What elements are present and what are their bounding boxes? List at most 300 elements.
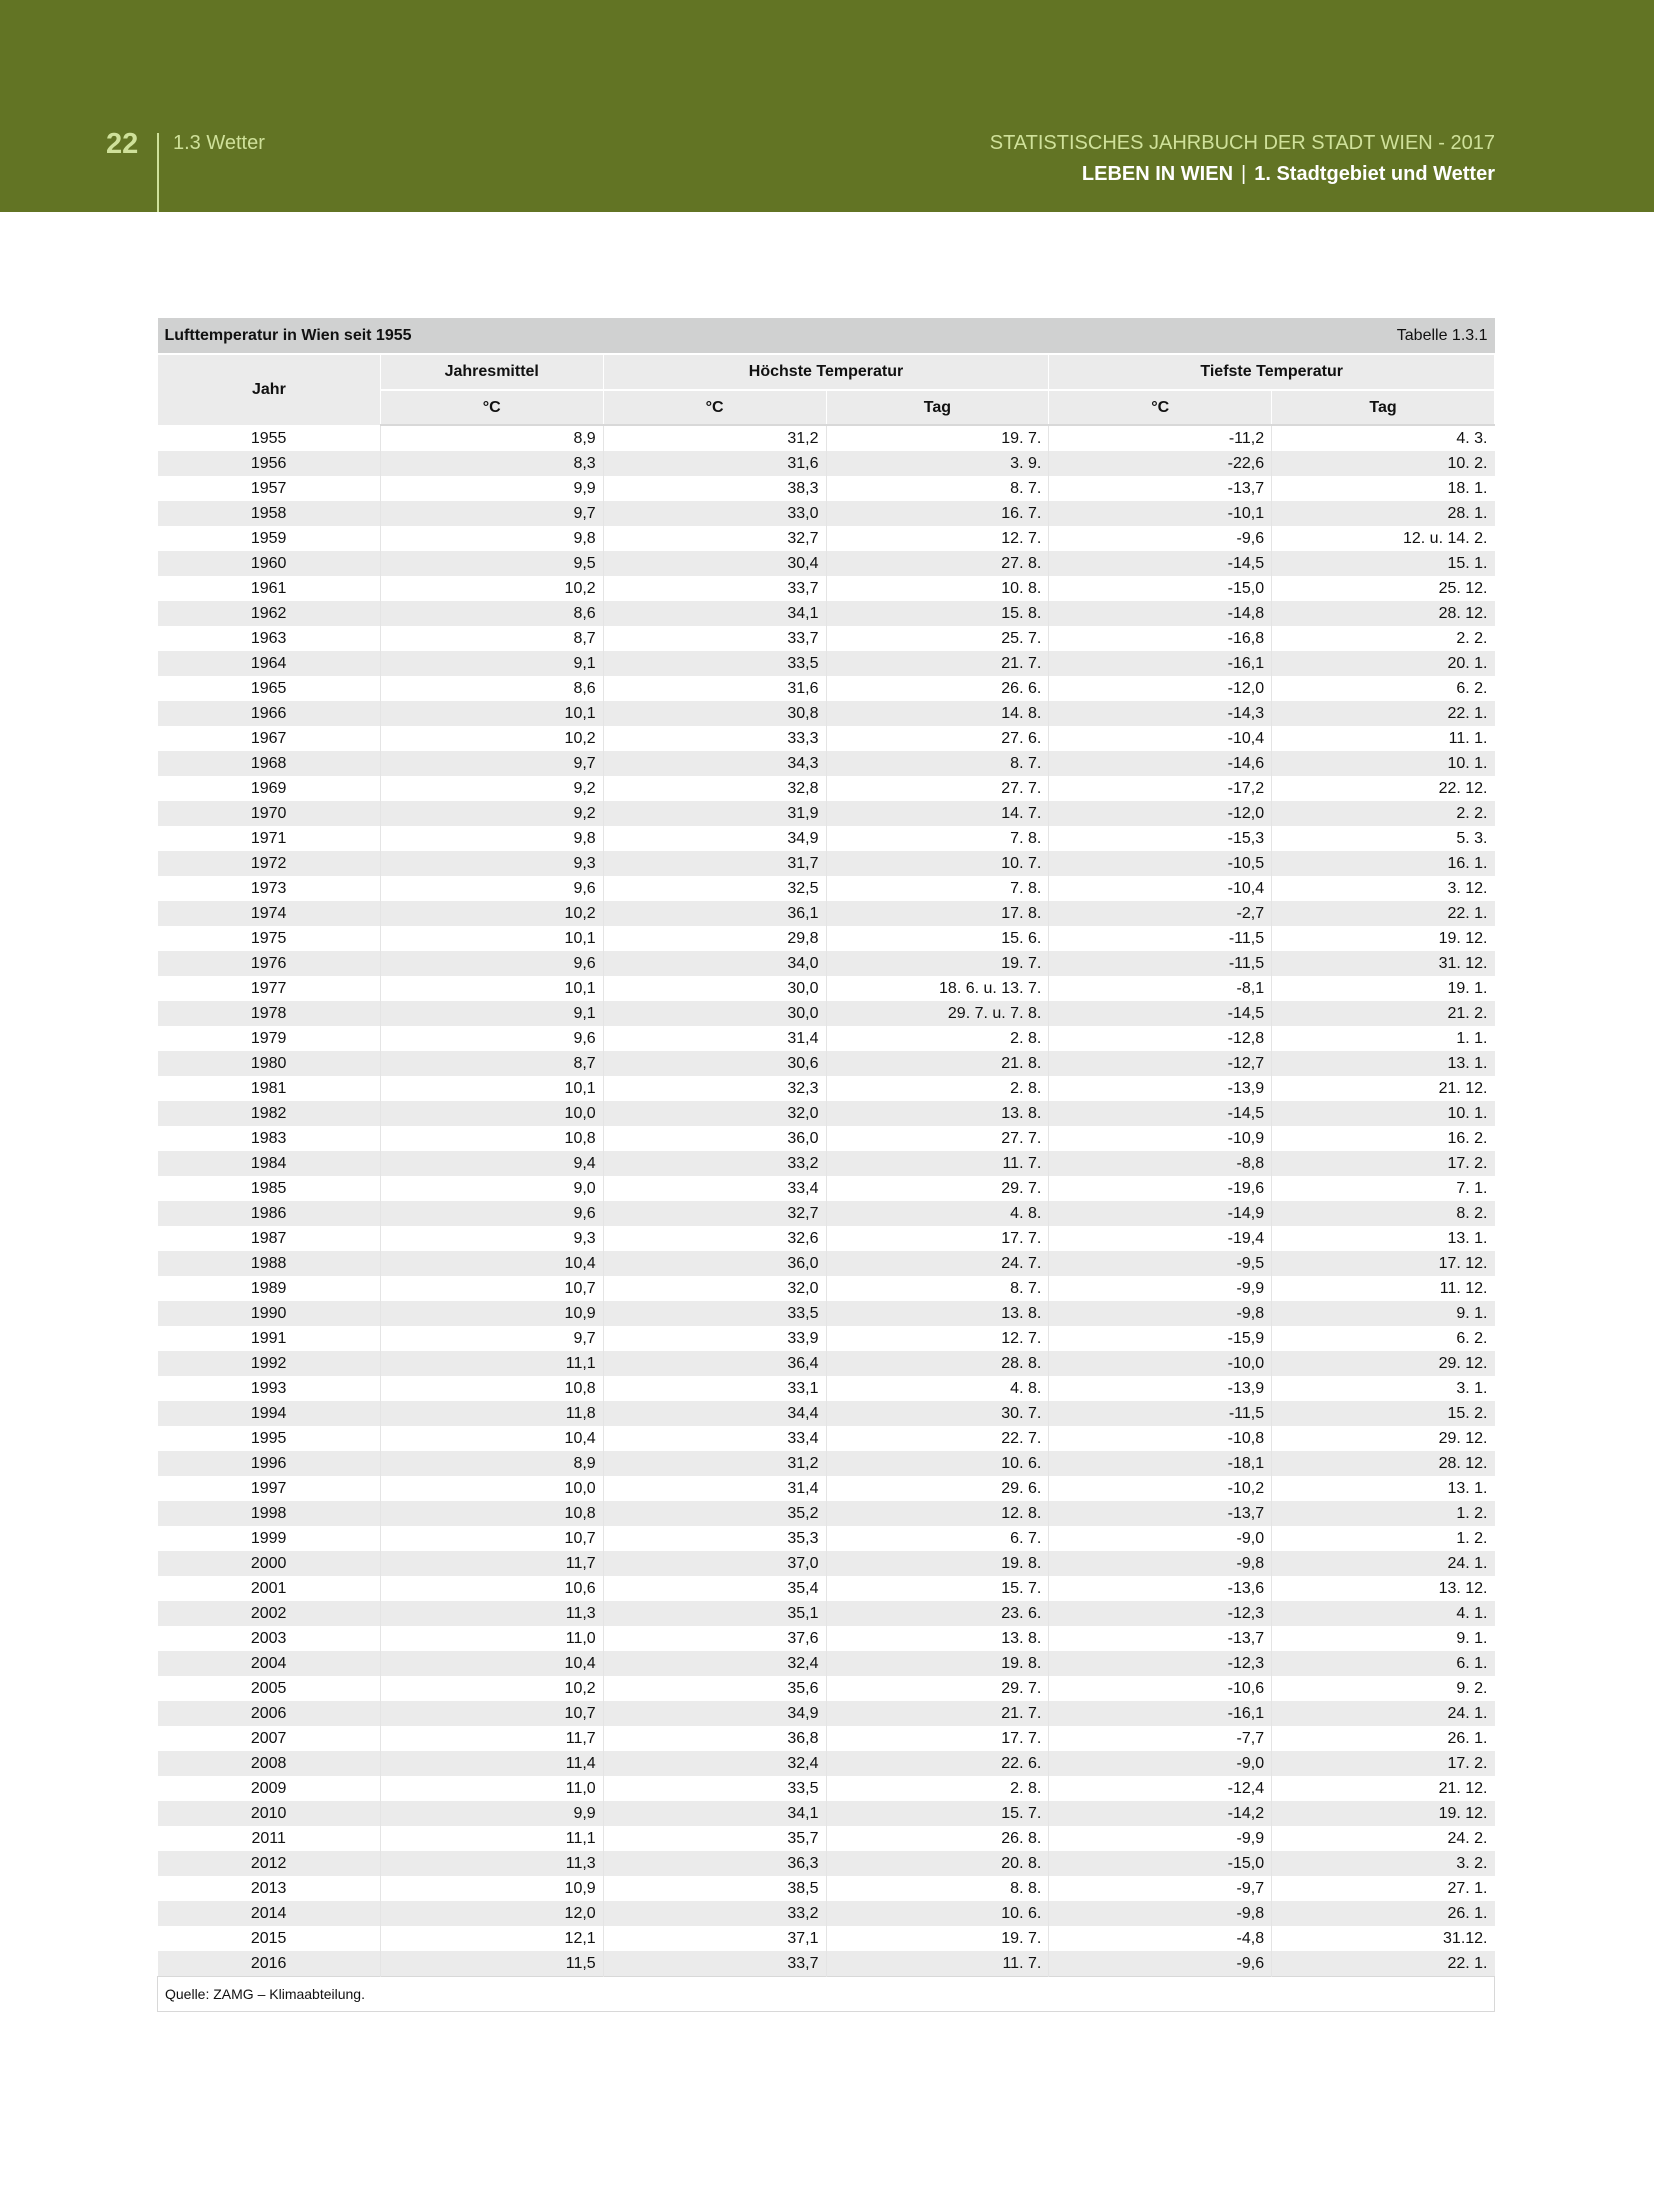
cell-annual-mean: 11,7	[380, 1551, 603, 1576]
cell-min-temp: -22,6	[1049, 451, 1272, 476]
cell-min-temp: -15,0	[1049, 576, 1272, 601]
cell-max-day: 17. 7.	[826, 1726, 1049, 1751]
cell-annual-mean: 10,9	[380, 1876, 603, 1901]
cell-annual-mean: 10,0	[380, 1476, 603, 1501]
table-row	[158, 1076, 1495, 1101]
cell-year: 1986	[158, 1201, 381, 1226]
table-row	[158, 1101, 1495, 1126]
header-divider	[157, 133, 159, 212]
table-title-row	[158, 318, 1495, 354]
cell-year: 1998	[158, 1501, 381, 1526]
cell-min-day: 8. 2.	[1272, 1201, 1495, 1226]
cell-min-temp: -9,0	[1049, 1751, 1272, 1776]
cell-max-day: 26. 8.	[826, 1826, 1049, 1851]
cell-annual-mean: 9,6	[380, 951, 603, 976]
table-row	[158, 1476, 1495, 1501]
cell-annual-mean: 8,7	[380, 1051, 603, 1076]
cell-max-temp: 36,8	[603, 1726, 826, 1751]
source-note: Quelle: ZAMG – Klimaabteilung.	[158, 1977, 1495, 2012]
cell-min-temp: -13,7	[1049, 1626, 1272, 1651]
cell-min-temp: -11,5	[1049, 926, 1272, 951]
cell-max-temp: 34,9	[603, 826, 826, 851]
cell-min-temp: -11,5	[1049, 951, 1272, 976]
cell-min-temp: -8,1	[1049, 976, 1272, 1001]
cell-annual-mean: 10,8	[380, 1376, 603, 1401]
cell-min-temp: -9,9	[1049, 1826, 1272, 1851]
cell-min-day: 1. 2.	[1456, 1530, 1488, 1547]
cell-max-day: 15. 6.	[826, 926, 1049, 951]
table-row	[158, 1276, 1495, 1301]
cell-max-day: 29. 6.	[826, 1476, 1049, 1501]
cell-max-day: 4. 8.	[826, 1376, 1049, 1401]
header-max-temp: Höchste Temperatur	[603, 354, 1049, 390]
cell-min-temp: -14,5	[1049, 1101, 1272, 1126]
cell-max-temp: 30,4	[603, 551, 826, 576]
cell-year: 1960	[158, 551, 381, 576]
cell-min-day: 19. 12.	[1272, 1801, 1495, 1826]
cell-year: 1977	[158, 976, 381, 1001]
cell-year: 1985	[158, 1176, 381, 1201]
cell-min-temp: -12,3	[1049, 1601, 1272, 1626]
cell-max-day: 8. 7.	[826, 1276, 1049, 1301]
cell-min-day: 3. 2.	[1272, 1851, 1495, 1876]
cell-min-day: 24. 2.	[1447, 1830, 1488, 1847]
cell-year: 1993	[158, 1376, 381, 1401]
table-row	[158, 826, 1495, 851]
cell-annual-mean: 10,2	[380, 576, 603, 601]
cell-max-temp: 30,0	[603, 1001, 826, 1026]
cell-max-temp: 34,1	[603, 1801, 826, 1826]
cell-min-day: 28. 12.	[1272, 601, 1495, 626]
cell-annual-mean: 10,7	[380, 1526, 603, 1551]
cell-max-temp: 32,4	[603, 1651, 826, 1676]
cell-max-temp: 33,9	[603, 1326, 826, 1351]
cell-max-day: 12. 7.	[826, 526, 1049, 551]
cell-max-day: 18. 6. u. 13. 7.	[826, 976, 1049, 1001]
publication-title: STATISTISCHES JAHRBUCH DER STADT WIEN - 2017	[989, 132, 1495, 154]
table-row	[158, 1601, 1495, 1626]
table-row	[158, 1576, 1495, 1601]
cell-max-temp: 33,5	[603, 651, 826, 676]
cell-max-day: 21. 7.	[826, 1701, 1049, 1726]
cell-annual-mean: 10,7	[380, 1701, 603, 1726]
cell-annual-mean: 10,1	[380, 976, 603, 1001]
cell-annual-mean: 11,1	[380, 1826, 603, 1851]
cell-annual-mean: 10,2	[380, 726, 603, 751]
cell-min-day: 22. 1.	[1272, 1951, 1495, 1977]
table-row	[158, 1951, 1495, 1977]
cell-year: 1983	[158, 1126, 381, 1151]
table-row	[158, 1901, 1495, 1926]
cell-max-day: 3. 9.	[826, 451, 1049, 476]
cell-max-day: 17. 7.	[826, 1226, 1049, 1251]
cell-min-day: 7. 1.	[1456, 1180, 1488, 1197]
cell-annual-mean: 9,7	[380, 751, 603, 776]
cell-max-day: 8. 7.	[826, 476, 1049, 501]
cell-max-temp: 31,7	[603, 851, 826, 876]
table-row	[158, 1226, 1495, 1251]
cell-annual-mean: 8,6	[380, 601, 603, 626]
cell-min-day: 13. 1.	[1447, 1230, 1488, 1247]
table-row	[158, 1626, 1495, 1651]
cell-min-temp: -16,1	[1049, 1701, 1272, 1726]
cell-max-temp: 38,5	[603, 1876, 826, 1901]
cell-year: 2015	[158, 1926, 381, 1951]
cell-min-temp: -18,1	[1049, 1451, 1272, 1476]
cell-year: 1971	[158, 826, 381, 851]
table-row	[158, 651, 1495, 676]
cell-max-day: 4. 8.	[826, 1201, 1049, 1226]
cell-min-temp: -13,7	[1049, 476, 1272, 501]
cell-year: 2008	[158, 1751, 381, 1776]
cell-year: 1981	[158, 1076, 381, 1101]
header-unit-min: °C	[1049, 390, 1272, 425]
cell-annual-mean: 8,9	[380, 1451, 603, 1476]
cell-year: 2005	[158, 1676, 381, 1701]
table-id: Tabelle 1.3.1	[826, 318, 1495, 354]
table-row	[158, 1776, 1495, 1801]
table-row	[158, 1401, 1495, 1426]
table-row	[158, 1876, 1495, 1901]
cell-max-day: 10. 6.	[826, 1451, 1049, 1476]
cell-min-day: 3. 1.	[1456, 1380, 1488, 1397]
cell-max-day: 29. 7.	[826, 1176, 1049, 1201]
cell-min-temp: -12,4	[1049, 1776, 1272, 1801]
cell-min-day: 1. 2.	[1272, 1501, 1495, 1526]
cell-min-day: 22. 1.	[1272, 901, 1495, 926]
cell-min-temp: -9,9	[1049, 1276, 1272, 1301]
table-row	[158, 1151, 1495, 1176]
cell-max-temp: 33,7	[603, 626, 826, 651]
cell-max-day: 12. 7.	[826, 1326, 1049, 1351]
cell-max-temp: 32,7	[603, 526, 826, 551]
cell-max-temp: 33,7	[603, 1951, 826, 1977]
cell-max-temp: 37,1	[603, 1926, 826, 1951]
cell-min-day: 31. 12.	[1272, 951, 1495, 976]
cell-max-temp: 33,5	[603, 1776, 826, 1801]
cell-min-temp: -15,0	[1049, 1851, 1272, 1876]
header-unit-max: °C	[603, 390, 826, 425]
cell-annual-mean: 10,2	[380, 1676, 603, 1701]
cell-year: 1979	[158, 1026, 381, 1051]
cell-min-temp: -14,2	[1049, 1801, 1272, 1826]
cell-max-day: 25. 7.	[826, 626, 1049, 651]
cell-min-temp: -9,5	[1049, 1251, 1272, 1276]
cell-max-temp: 35,4	[603, 1576, 826, 1601]
cell-min-day: 29. 12.	[1438, 1430, 1488, 1447]
cell-min-temp: -11,2	[1049, 425, 1272, 451]
cell-annual-mean: 9,8	[380, 826, 603, 851]
table-row	[158, 1026, 1495, 1051]
cell-annual-mean: 10,6	[380, 1576, 603, 1601]
cell-max-temp: 34,9	[603, 1701, 826, 1726]
table-row	[158, 676, 1495, 701]
cell-min-temp: -13,6	[1049, 1576, 1272, 1601]
cell-year: 1964	[158, 651, 381, 676]
cell-max-temp: 36,4	[603, 1351, 826, 1376]
cell-max-day: 27. 6.	[826, 726, 1049, 751]
cell-min-temp: -12,8	[1049, 1026, 1272, 1051]
cell-annual-mean: 11,1	[380, 1351, 603, 1376]
header-year: Jahr	[158, 354, 381, 425]
cell-min-day: 18. 1.	[1447, 480, 1488, 497]
cell-min-day: 22. 12.	[1438, 780, 1488, 797]
cell-max-day: 10. 7.	[826, 851, 1049, 876]
cell-annual-mean: 9,3	[380, 851, 603, 876]
table-row	[158, 901, 1495, 926]
cell-year: 1961	[158, 576, 381, 601]
cell-max-temp: 33,5	[603, 1301, 826, 1326]
cell-min-day: 9. 1.	[1272, 1301, 1495, 1326]
cell-max-day: 19. 8.	[826, 1651, 1049, 1676]
cell-max-day: 29. 7.	[826, 1676, 1049, 1701]
table-row	[158, 1051, 1495, 1076]
table-row	[158, 601, 1495, 626]
cell-year: 1963	[158, 626, 381, 651]
cell-max-temp: 34,4	[603, 1401, 826, 1426]
cell-year: 1959	[158, 526, 381, 551]
cell-min-day: 19. 1.	[1447, 980, 1488, 997]
cell-min-temp: -10,0	[1049, 1351, 1272, 1376]
cell-annual-mean: 10,7	[380, 1276, 603, 1301]
cell-min-temp: -10,4	[1049, 876, 1272, 901]
cell-max-day: 11. 7.	[826, 1951, 1049, 1977]
table-row	[158, 726, 1495, 751]
cell-max-day: 15. 7.	[826, 1801, 1049, 1826]
cell-max-day: 30. 7.	[826, 1401, 1049, 1426]
cell-min-day: 10. 1.	[1272, 1101, 1495, 1126]
cell-min-day: 13. 12.	[1438, 1580, 1488, 1597]
cell-max-day: 19. 7.	[826, 1926, 1049, 1951]
cell-max-day: 15. 7.	[826, 1576, 1049, 1601]
cell-max-temp: 33,4	[603, 1176, 826, 1201]
table-row	[158, 1251, 1495, 1276]
cell-annual-mean: 10,4	[380, 1651, 603, 1676]
cell-year: 1957	[158, 476, 381, 501]
cell-max-day: 13. 8.	[826, 1101, 1049, 1126]
cell-year: 1992	[158, 1351, 381, 1376]
cell-max-day: 23. 6.	[826, 1601, 1049, 1626]
cell-min-temp: -9,8	[1049, 1301, 1272, 1326]
cell-max-temp: 36,1	[603, 901, 826, 926]
cell-min-temp: -10,5	[1049, 851, 1272, 876]
header-day-max: Tag	[826, 390, 1049, 425]
table-row	[158, 801, 1495, 826]
cell-annual-mean: 9,7	[380, 501, 603, 526]
cell-annual-mean: 9,1	[380, 651, 603, 676]
cell-min-temp: -16,1	[1049, 651, 1272, 676]
cell-max-temp: 33,7	[603, 576, 826, 601]
table-row	[158, 1501, 1495, 1526]
cell-min-day: 21. 2.	[1272, 1001, 1495, 1026]
table-row	[158, 1926, 1495, 1951]
cell-min-day: 2. 2.	[1456, 630, 1488, 647]
cell-max-day: 19. 8.	[826, 1551, 1049, 1576]
cell-max-day: 15. 8.	[826, 601, 1049, 626]
cell-min-day: 9. 2.	[1456, 1680, 1488, 1697]
cell-annual-mean: 11,3	[380, 1601, 603, 1626]
cell-min-day: 6. 2.	[1456, 680, 1488, 697]
cell-annual-mean: 9,2	[380, 776, 603, 801]
cell-min-day: 11. 12.	[1439, 1280, 1488, 1297]
cell-max-day: 13. 8.	[826, 1301, 1049, 1326]
table-row	[158, 1451, 1495, 1476]
cell-annual-mean: 11,0	[380, 1776, 603, 1801]
table-row	[158, 1676, 1495, 1701]
cell-min-temp: -10,1	[1049, 501, 1272, 526]
cell-max-day: 10. 8.	[826, 576, 1049, 601]
cell-min-temp: -14,8	[1049, 601, 1272, 626]
table-row	[158, 551, 1495, 576]
table-row	[158, 626, 1495, 651]
cell-year: 2007	[158, 1726, 381, 1751]
table-row	[158, 1801, 1495, 1826]
cell-min-day: 26. 1.	[1272, 1901, 1495, 1926]
cell-annual-mean: 9,5	[380, 551, 603, 576]
header-min-temp: Tiefste Temperatur	[1049, 354, 1495, 390]
cell-min-temp: -14,9	[1049, 1201, 1272, 1226]
cell-max-temp: 31,4	[603, 1026, 826, 1051]
cell-annual-mean: 10,0	[380, 1101, 603, 1126]
cell-annual-mean: 10,4	[380, 1251, 603, 1276]
temperature-table	[157, 318, 1495, 2012]
table-row	[158, 451, 1495, 476]
cell-min-day: 21. 12.	[1438, 1780, 1488, 1797]
cell-year: 1984	[158, 1151, 381, 1176]
table-row	[158, 851, 1495, 876]
cell-annual-mean: 9,8	[380, 526, 603, 551]
cell-annual-mean: 9,9	[380, 1801, 603, 1826]
cell-min-day: 11. 1.	[1448, 730, 1488, 747]
header-unit-mean: °C	[380, 390, 603, 425]
table-row	[158, 1526, 1495, 1551]
table-row	[158, 1751, 1495, 1776]
cell-min-day: 10. 1.	[1272, 751, 1495, 776]
cell-annual-mean: 10,9	[380, 1301, 603, 1326]
cell-max-temp: 30,8	[603, 701, 826, 726]
cell-min-day: 1. 1.	[1456, 1030, 1488, 1047]
cell-year: 1978	[158, 1001, 381, 1026]
cell-min-day: 16. 2.	[1447, 1130, 1488, 1147]
cell-min-day: 24. 1.	[1272, 1551, 1495, 1576]
cell-min-day: 31.12.	[1443, 1930, 1488, 1947]
cell-min-temp: -12,0	[1049, 801, 1272, 826]
cell-max-day: 24. 7.	[826, 1251, 1049, 1276]
cell-max-day: 27. 7.	[826, 776, 1049, 801]
cell-max-day: 6. 7.	[826, 1526, 1049, 1551]
cell-max-day: 14. 7.	[826, 801, 1049, 826]
cell-max-temp: 34,1	[603, 601, 826, 626]
cell-min-temp: -16,8	[1049, 626, 1272, 651]
cell-min-day: 17. 12.	[1272, 1251, 1495, 1276]
cell-max-day: 11. 7.	[826, 1151, 1049, 1176]
cell-min-temp: -10,2	[1049, 1476, 1272, 1501]
cell-max-day: 29. 7. u. 7. 8.	[826, 1001, 1049, 1026]
cell-year: 1969	[158, 776, 381, 801]
cell-year: 1962	[158, 601, 381, 626]
cell-min-temp: -14,5	[1049, 551, 1272, 576]
cell-min-day: 29. 12.	[1272, 1351, 1495, 1376]
cell-min-day: 24. 1.	[1272, 1701, 1495, 1726]
cell-min-temp: -9,7	[1049, 1876, 1272, 1901]
table-row	[158, 1701, 1495, 1726]
cell-max-temp: 32,7	[603, 1201, 826, 1226]
cell-year: 1996	[158, 1451, 381, 1476]
cell-year: 2004	[158, 1651, 381, 1676]
cell-annual-mean: 9,2	[380, 801, 603, 826]
table-title: Lufttemperatur in Wien seit 1955	[158, 318, 827, 354]
cell-min-day: 2. 2.	[1272, 801, 1495, 826]
cell-min-day: 17. 2.	[1272, 1751, 1495, 1776]
cell-max-temp: 35,7	[603, 1826, 826, 1851]
cell-year: 2014	[158, 1901, 381, 1926]
cell-max-day: 2. 8.	[826, 1026, 1049, 1051]
cell-year: 1994	[158, 1401, 381, 1426]
chapter-separator: |	[1241, 163, 1247, 185]
cell-max-temp: 35,3	[603, 1526, 826, 1551]
cell-min-temp: -7,7	[1049, 1726, 1272, 1751]
table-row	[158, 1826, 1495, 1851]
cell-min-temp: -15,9	[1049, 1326, 1272, 1351]
cell-max-day: 14. 8.	[826, 701, 1049, 726]
cell-max-temp: 35,6	[603, 1676, 826, 1701]
cell-year: 1965	[158, 676, 381, 701]
cell-max-day: 7. 8.	[826, 826, 1049, 851]
cell-annual-mean: 10,1	[380, 1076, 603, 1101]
cell-annual-mean: 11,0	[380, 1626, 603, 1651]
cell-min-day: 10. 2.	[1272, 451, 1495, 476]
cell-annual-mean: 10,8	[380, 1501, 603, 1526]
header-annual-mean: Jahresmittel	[380, 354, 603, 390]
table-row	[158, 876, 1495, 901]
cell-min-temp: -14,6	[1049, 751, 1272, 776]
cell-max-day: 12. 8.	[826, 1501, 1049, 1526]
header-row-1	[158, 354, 1495, 390]
cell-year: 2011	[158, 1826, 381, 1851]
table-row	[158, 526, 1495, 551]
cell-year: 1999	[158, 1526, 381, 1551]
cell-year: 1972	[158, 851, 381, 876]
cell-min-day: 15. 1.	[1272, 551, 1495, 576]
cell-min-day: 15. 2.	[1272, 1401, 1495, 1426]
cell-max-day: 19. 7.	[826, 951, 1049, 976]
cell-max-temp: 31,2	[603, 425, 826, 451]
cell-max-day: 17. 8.	[826, 901, 1049, 926]
cell-annual-mean: 11,4	[380, 1751, 603, 1776]
cell-max-day: 16. 7.	[826, 501, 1049, 526]
cell-year: 1987	[158, 1226, 381, 1251]
cell-max-temp: 34,0	[603, 951, 826, 976]
cell-max-temp: 38,3	[603, 476, 826, 501]
cell-year: 1980	[158, 1051, 381, 1076]
cell-max-temp: 37,0	[603, 1551, 826, 1576]
cell-annual-mean: 10,1	[380, 926, 603, 951]
cell-min-temp: -17,2	[1049, 776, 1272, 801]
table-row	[158, 1301, 1495, 1326]
cell-min-day: 6. 2.	[1456, 1330, 1488, 1347]
cell-year: 1976	[158, 951, 381, 976]
cell-max-temp: 33,4	[603, 1426, 826, 1451]
cell-annual-mean: 9,7	[380, 1326, 603, 1351]
table-row	[158, 576, 1495, 601]
cell-max-temp: 30,6	[603, 1051, 826, 1076]
cell-annual-mean: 9,1	[380, 1001, 603, 1026]
cell-min-temp: -8,8	[1049, 1151, 1272, 1176]
cell-annual-mean: 10,4	[380, 1426, 603, 1451]
table-row	[158, 926, 1495, 951]
table-row	[158, 951, 1495, 976]
cell-max-day: 27. 7.	[826, 1126, 1049, 1151]
